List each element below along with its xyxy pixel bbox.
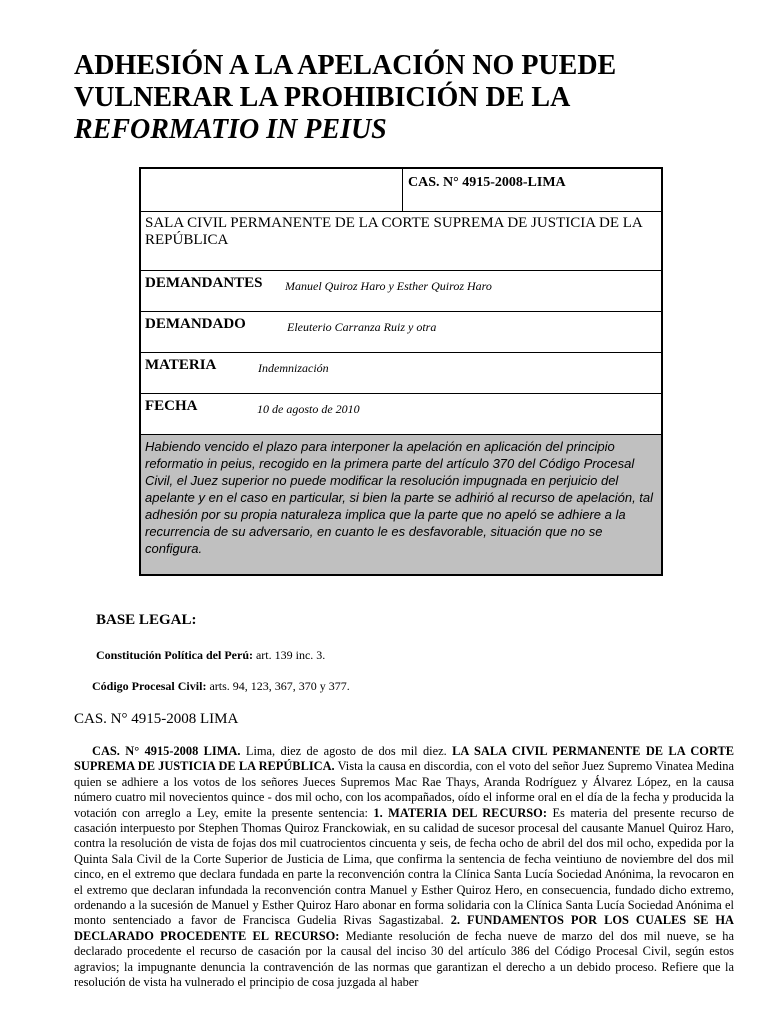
body-text-4: Mediante resolución de fecha nueve de marzo del dos mil nueve, se ha declarado procedente el recurso de casación por la causal del inciso 30 del artículo 386 del Código Procesal Civil, según estos agravios; la impugnante denuncia la contravención de las normas que garantizan el derecho a un debido proceso. Refiere que la resolución de vista ha vulnerado el principio de cosa juzgada al haber bbox=[74, 928, 735, 990]
title-line-1: ADHESIÓN A LA APELACIÓN NO PUEDE bbox=[74, 50, 617, 81]
court-name: SALA CIVIL PERMANENTE DE LA CORTE SUPREMA DE JUSTICIA DE LA REPÚBLICA bbox=[141, 211, 661, 270]
fecha-label: FECHA bbox=[145, 398, 198, 414]
demandado-label: DEMANDADO bbox=[145, 316, 246, 332]
legal-constitucion bbox=[96, 648, 325, 663]
codigo-label: Código Procesal Civil: bbox=[92, 679, 207, 693]
ruling-body bbox=[74, 744, 734, 991]
demandantes-label: DEMANDANTES bbox=[145, 275, 263, 291]
case-number: CAS. N° 4915-2008-LIMA bbox=[408, 175, 566, 190]
title-line-2: VULNERAR LA PROHIBICIÓN DE LA bbox=[74, 82, 571, 113]
materia-row bbox=[141, 352, 661, 393]
codigo-value: arts. 94, 123, 367, 370 y 377. bbox=[209, 679, 350, 693]
legal-codigo bbox=[92, 679, 350, 694]
base-legal-heading: BASE LEGAL: bbox=[96, 612, 197, 628]
body-text-2: Vista la causa en discordia, con el voto del señor Juez Supremo Vinatea Medina quien se adhiere a los votos de los señores Jueces Supremos Mac Rae Thays, Aranda Rodríguez y Álvarez López, en la causa número cuatro mil novecientos quince - dos mil ocho, con los acompañados, oído el informe oral en el día de la fecha y producida la votación con arreglo a Ley, emite la presente sentencia: bbox=[74, 759, 734, 820]
title-line-3: REFORMATIO IN PEIUS bbox=[74, 114, 387, 145]
body-section-2-heading: 2. FUNDAMENTOS POR LOS CUALES SE HA DECLARADO PROCEDENTE EL RECURSO: bbox=[74, 913, 734, 943]
empty-cell bbox=[141, 169, 403, 211]
body-case-ref: CAS. N° 4915-2008 LIMA. bbox=[92, 744, 241, 758]
case-heading: CAS. N° 4915-2008 LIMA bbox=[74, 711, 239, 727]
constitucion-label: Constitución Política del Perú: bbox=[96, 648, 253, 662]
body-court-name: LA SALA CIVIL PERMANENTE DE LA CORTE SUPREMA DE JUSTICIA DE LA REPÚBLICA. bbox=[74, 744, 734, 774]
materia-label: MATERIA bbox=[145, 357, 217, 373]
case-summary: Habiendo vencido el plazo para interponer la apelación en aplicación del principio reformatio in peius, recogido en la primera parte del artículo 370 del Código Procesal Civil, el Juez superior no puede modificar la resolución impugnada en perjuicio del apelante y en el caso en particular, si bien la parte se adhirió al recurso de apelación, tal adhesión por su propia naturaleza implica que la parte que no apeló se adhiere a la recurrencia de su adversario, en cuanto le es desfavorable, situación que no se configura. bbox=[141, 434, 661, 574]
body-text-3: Es materia del presente recurso de casación interpuesto por Stephen Thomas Quiroz Franckowiak, en su calidad de sucesor procesal del causante Manuel Quiroz Haro, contra la resolución de vista de fojas dos mil cuatrocientos cincuenta y seis, de fecha ocho de abril del dos mil ocho, expedida por la Quinta Sala Civil de la Corte Superior de Justicia de Lima, que confirma la sentencia de fecha veintiuno de noviembre del dos mil cinco, en el extremo que declara fundada en parte la reconvención contra la Clínica Santa Lucía Sociedad Anónima, la revocaron en el extremo que declaran infundada la reconvención contra Manuel y Esther Quiroz Hero, en consecuencia, fundado dicho extremo, ordenando a la sucesión de Manuel y Esther Quiroz Haro abonar en forma solidaria con la Clínica Santa Lucía Sociedad Anónima el monto sentenciado a favor de Francisca Gudelia Rivas Sagastizabal. bbox=[74, 805, 735, 928]
body-text-1: Lima, diez de agosto de dos mil diez. bbox=[240, 744, 453, 758]
page-title bbox=[74, 50, 714, 146]
demandantes-value: Manuel Quiroz Haro y Esther Quiroz Haro bbox=[285, 279, 492, 293]
demandado-value: Eleuterio Carranza Ruiz y otra bbox=[287, 320, 437, 334]
fecha-row bbox=[141, 393, 661, 434]
fecha-value: 10 de agosto de 2010 bbox=[257, 402, 360, 416]
materia-value: Indemnización bbox=[258, 361, 329, 375]
body-section-1-heading: 1. MATERIA DEL RECURSO: bbox=[373, 805, 547, 820]
case-summary-table bbox=[139, 167, 663, 576]
demandantes-row bbox=[141, 270, 661, 311]
constitucion-value: art. 139 inc. 3. bbox=[255, 648, 326, 662]
demandado-row bbox=[141, 311, 661, 352]
case-number-row bbox=[141, 169, 661, 211]
